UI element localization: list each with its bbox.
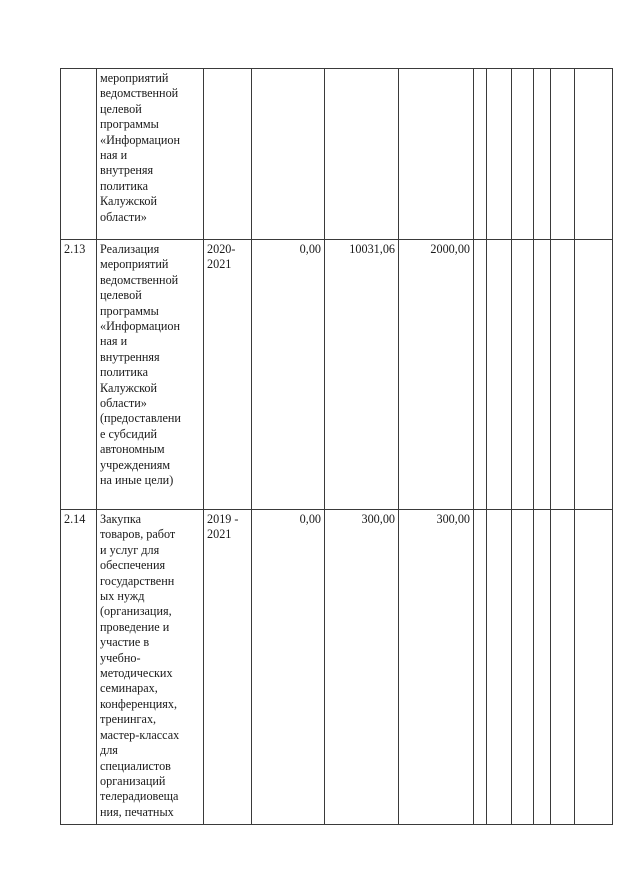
row-period: 2020- 2021	[204, 240, 252, 510]
row-description: мероприятий ведомственной целевой программы «Информацион ная и внутреняя политика Калужской области»	[97, 69, 204, 240]
empty-cell	[512, 240, 534, 510]
empty-cell	[575, 240, 613, 510]
row-description: Реализация мероприятий ведомственной целевой программы «Информацион ная и внутренняя политика Калужской области» (предоставлени е субсидий автономным учреждениям на иные цели)	[97, 240, 204, 510]
table-row	[61, 69, 613, 240]
row-value-2: 300,00	[325, 510, 399, 825]
row-value-3: 2000,00	[399, 240, 474, 510]
row-value-1: 0,00	[252, 510, 325, 825]
empty-cell	[512, 510, 534, 825]
empty-cell	[487, 510, 512, 825]
row-number: 2.13	[61, 240, 97, 510]
empty-cell	[487, 240, 512, 510]
empty-cell	[534, 240, 551, 510]
row-value-2: 10031,06	[325, 240, 399, 510]
row-value-3	[399, 69, 474, 240]
row-number	[61, 69, 97, 240]
row-description: Закупка товаров, работ и услуг для обеспечения государственн ых нужд (организация, проведение и участие в учебно- методических семинарах, конференциях, тренингах, мастер-классах для специалистов организаций телерадиовеща ния, печатных	[97, 510, 204, 825]
empty-cell	[534, 69, 551, 240]
empty-cell	[487, 69, 512, 240]
empty-cell	[474, 510, 487, 825]
empty-cell	[551, 510, 575, 825]
row-value-1: 0,00	[252, 240, 325, 510]
row-number: 2.14	[61, 510, 97, 825]
row-value-1	[252, 69, 325, 240]
empty-cell	[474, 69, 487, 240]
row-period	[204, 69, 252, 240]
program-table	[60, 68, 613, 825]
empty-cell	[534, 510, 551, 825]
table-row	[61, 510, 613, 825]
empty-cell	[512, 69, 534, 240]
empty-cell	[551, 240, 575, 510]
row-value-2	[325, 69, 399, 240]
empty-cell	[575, 510, 613, 825]
empty-cell	[551, 69, 575, 240]
empty-cell	[575, 69, 613, 240]
table-row	[61, 240, 613, 510]
empty-cell	[474, 240, 487, 510]
row-value-3: 300,00	[399, 510, 474, 825]
row-period: 2019 - 2021	[204, 510, 252, 825]
